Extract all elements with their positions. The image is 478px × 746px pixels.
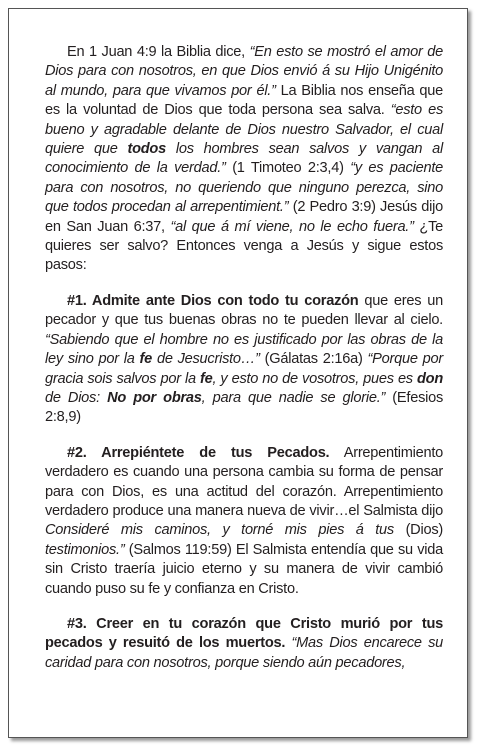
reference: (Efesios 2:8,9) [45, 389, 444, 426]
emphasis: No por obras [107, 389, 202, 406]
text: Arrepentimiento verdadero es cuando una persona cambia su forma de pensar para con Dios, es una actitud del corazón. Arrepentimiento verdadero produce una manera nueva de vivir…el Salmista dijo [45, 444, 443, 519]
scripture-quote: Consideré mis caminos, y torné mis pies á tus [45, 522, 394, 539]
reference: (1 Timoteo 2:3,4) [225, 160, 351, 177]
emphasis: don [417, 370, 443, 387]
text: (Salmos 119:59) El Salmista entendía que su vida sin Cristo traería juicio eterno y su manera de vivir cambió cuando puso su fe y confianza en Cristo. [45, 541, 443, 597]
scripture-quote: “al que á mí viene, no le echo fuera.” [170, 218, 414, 235]
scripture-quote: “esto es bueno y agradable delante de Dios nuestro Salvador, el cual quiere que [45, 102, 443, 158]
reference: (Gálatas 2:16a) [259, 351, 368, 368]
step-3-heading: #3. Creer en tu corazón que Cristo murió por tus pecados y resuitó de los muertos. [45, 615, 443, 652]
scripture-quote: , y esto no de vosotros, pues es [212, 370, 417, 387]
emphasis: fe [199, 370, 213, 387]
scripture-quote: “Sabiendo que el hombre no es justificado por las obras de la ley sino por la [45, 331, 443, 368]
scripture-quote: de Jesucristo…” [152, 351, 260, 368]
text: (2 Pedro 3:9) Jesús dijo en San Juan 6:37, [45, 199, 443, 235]
scripture-quote: “En esto se mostró el amor de Dios para con nosotros, en que Dios envió á su Hijo Unigénito al mundo, para que vivamos por él.” [45, 44, 443, 99]
step-3-paragraph [45, 615, 443, 673]
scripture-quote: “Porque por gracia sois salvos por la [45, 351, 443, 387]
step-2-paragraph [45, 444, 443, 599]
step-2-heading: #2. Arrepiéntete de tus Pecados. [67, 444, 330, 461]
text: (Dios) [393, 522, 443, 539]
step-1-paragraph [45, 292, 443, 428]
text: ¿Te quieres ser salvo? Entonces venga a Jesús y sigue estos pasos: [45, 218, 443, 274]
scripture-quote: “y es paciente para con nosotros, no queriendo que ninguno perezca, sino que todos procedan al arrepentimient.” [45, 160, 443, 216]
text: que eres un pecador y que tus buenas obras no te pueden llevar al cielo. [45, 292, 443, 329]
scripture-quote: de Dios: [45, 389, 108, 406]
emphasis: fe [139, 351, 153, 368]
scripture-quote: “Mas Dios encarece su caridad para con nosotros, porque siendo aún pecadores, [45, 635, 443, 671]
intro-paragraph [45, 43, 443, 276]
emphasis: todos [127, 141, 166, 158]
text: La Biblia nos enseña que es la voluntad de Dios que toda persona sea salva. [45, 82, 443, 119]
scripture-quote: , para que nadie se glorie.” [201, 389, 386, 406]
page-content [45, 43, 443, 673]
scripture-quote: testimonios.” [45, 541, 125, 558]
text: En 1 Juan 4:9 la Biblia dice, [67, 44, 250, 60]
step-1-heading: #1. Admite ante Dios con todo tu corazón [67, 292, 359, 309]
scripture-quote: los hombres sean salvos y vangan al conocimiento de la verdad.” [45, 141, 443, 177]
tract-page [8, 8, 468, 738]
